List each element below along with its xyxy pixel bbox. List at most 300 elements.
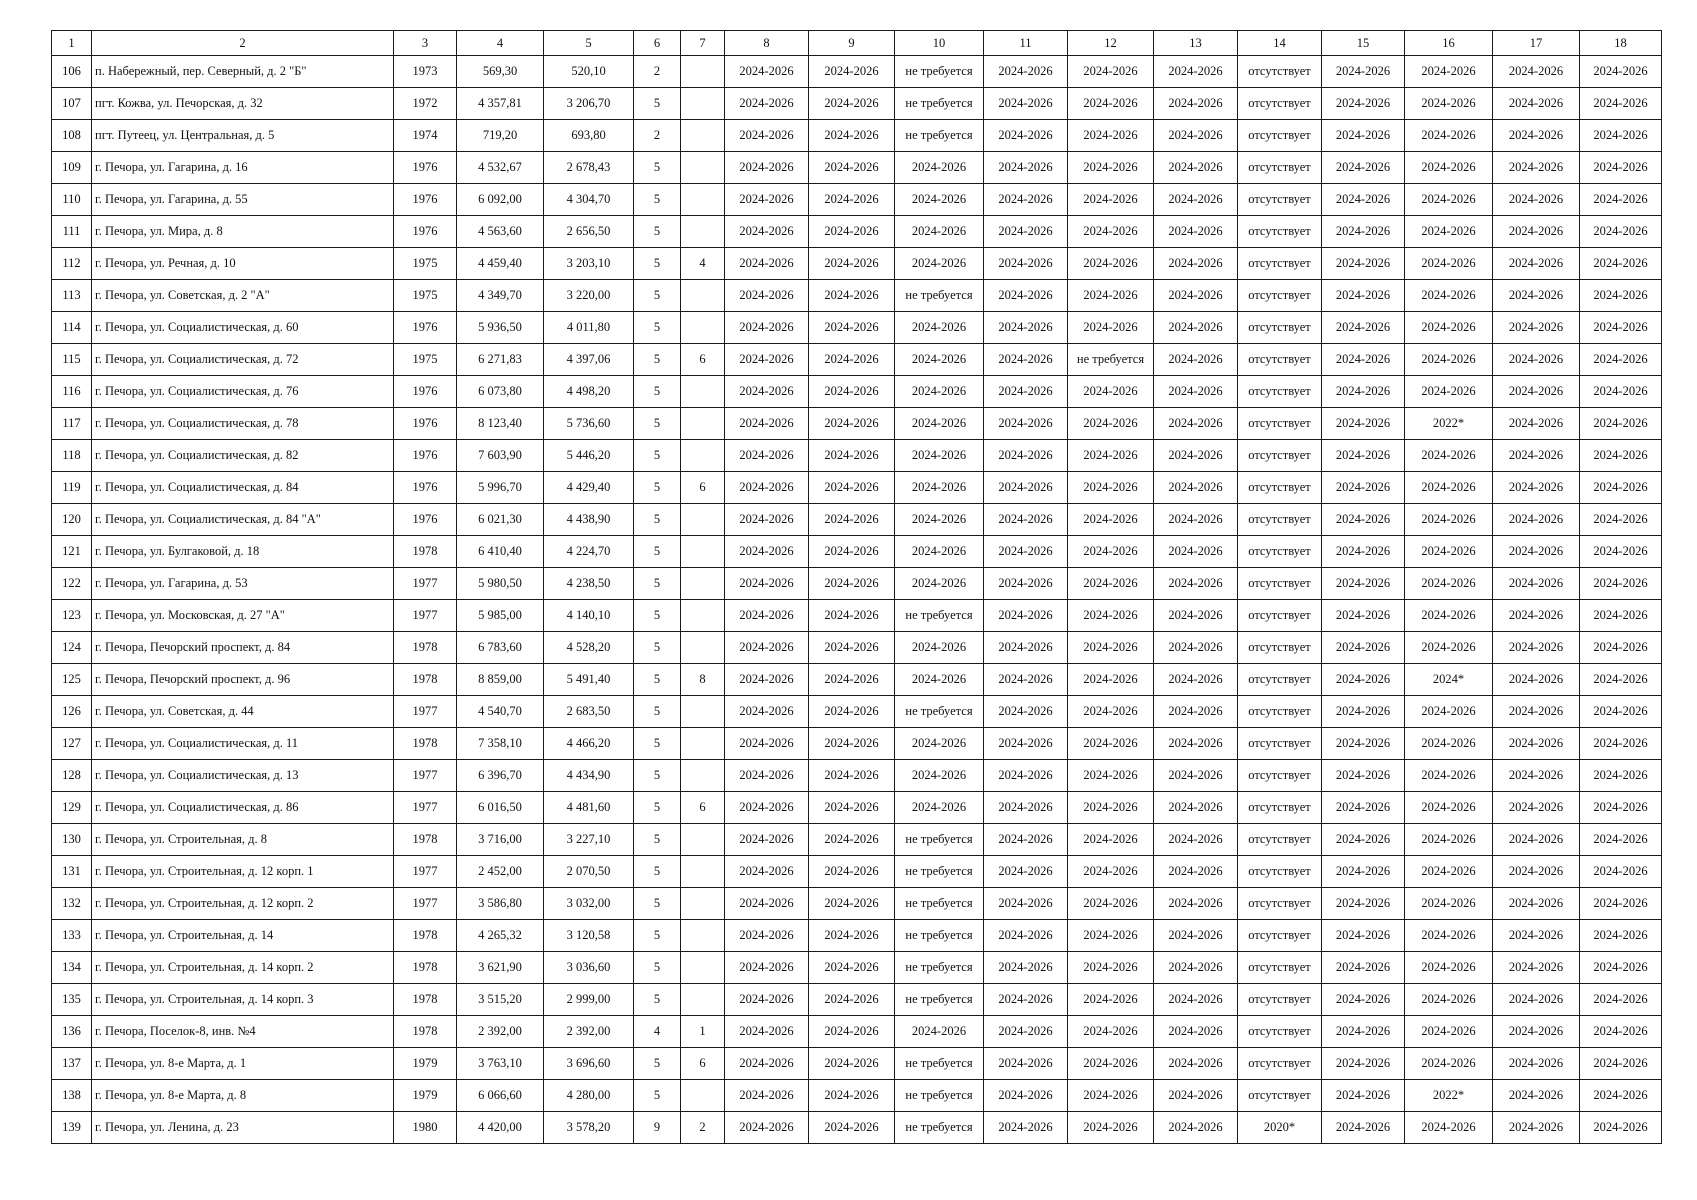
table-cell: 5 [634,1080,681,1112]
table-cell: 4 466,20 [544,728,634,760]
table-cell: 2024-2026 [1580,824,1662,856]
table-cell: 2024-2026 [1493,312,1580,344]
table-cell: 2024-2026 [809,696,895,728]
table-cell: 2024-2026 [1405,344,1493,376]
table-cell: 5 [634,536,681,568]
table-cell: 2024-2026 [1580,408,1662,440]
table-cell: 2024-2026 [1068,504,1154,536]
table-cell: 2024-2026 [984,152,1068,184]
column-number: 4 [457,31,544,56]
table-cell: 2024-2026 [984,632,1068,664]
table-row [52,472,1662,504]
table-cell: 4 357,81 [457,88,544,120]
address-cell: г. Печора, ул. Социалистическая, д. 11 [92,728,394,760]
table-row [52,216,1662,248]
table-cell: 2024-2026 [1068,952,1154,984]
table-cell: 2024-2026 [1580,376,1662,408]
table-cell: 2024-2026 [1493,56,1580,88]
table-cell: 2024-2026 [809,920,895,952]
address-cell: г. Печора, Поселок-8, инв. №4 [92,1016,394,1048]
table-cell [681,824,725,856]
address-cell: г. Печора, ул. Строительная, д. 14 корп. 3 [92,984,394,1016]
table-cell: 5 [634,952,681,984]
table-cell: 569,30 [457,56,544,88]
table-cell: 1979 [394,1048,457,1080]
table-cell: 2024-2026 [809,56,895,88]
address-cell: г. Печора, ул. 8-е Марта, д. 8 [92,1080,394,1112]
table-cell: отсутствует [1238,984,1322,1016]
table-cell: не требуется [895,1048,984,1080]
table-cell: 5 [634,408,681,440]
table-cell: 2024-2026 [1068,472,1154,504]
table-cell: 2024-2026 [1154,920,1238,952]
table-cell: 2024-2026 [725,1080,809,1112]
table-row [52,440,1662,472]
table-cell: 2024-2026 [895,536,984,568]
table-cell: не требуется [895,88,984,120]
table-cell: 2 656,50 [544,216,634,248]
table-cell: 2024-2026 [1580,568,1662,600]
table-cell: 3 696,60 [544,1048,634,1080]
table-cell: 2024-2026 [725,824,809,856]
table-cell: 2024-2026 [809,1048,895,1080]
table-cell: отсутствует [1238,952,1322,984]
table-cell: 2024-2026 [1068,664,1154,696]
table-cell [681,120,725,152]
table-cell: 2024-2026 [1580,888,1662,920]
row-number-cell: 109 [52,152,92,184]
table-cell: 1973 [394,56,457,88]
table-cell: 2024-2026 [1322,120,1405,152]
table-cell: 1978 [394,1016,457,1048]
table-row [52,184,1662,216]
table-cell: 4 265,32 [457,920,544,952]
table-cell: 2024-2026 [1154,248,1238,280]
table-cell: не требуется [895,1112,984,1144]
table-cell: 2024-2026 [1154,472,1238,504]
table-cell: 3 621,90 [457,952,544,984]
table-cell: 2024-2026 [984,216,1068,248]
table-cell [681,88,725,120]
table-cell: 2024-2026 [809,504,895,536]
table-cell [681,984,725,1016]
table-cell: 2024-2026 [1580,536,1662,568]
table-cell: 3 227,10 [544,824,634,856]
table-cell: 1976 [394,312,457,344]
table-cell: 5 [634,216,681,248]
table-row [52,920,1662,952]
table-cell: 2024-2026 [1322,568,1405,600]
table-cell: отсутствует [1238,1016,1322,1048]
table-cell: 2024-2026 [725,216,809,248]
address-cell: п. Набережный, пер. Северный, д. 2 "Б" [92,56,394,88]
table-cell: 2024-2026 [725,440,809,472]
table-cell: 1976 [394,216,457,248]
table-cell: отсутствует [1238,376,1322,408]
table-cell: 1976 [394,504,457,536]
table-cell: 2024-2026 [984,1112,1068,1144]
table-row [52,1016,1662,1048]
table-cell: 2024-2026 [1580,664,1662,696]
table-cell: 2024-2026 [1154,1080,1238,1112]
table-cell: 3 120,58 [544,920,634,952]
table-cell [681,184,725,216]
table-cell: 2024-2026 [1068,440,1154,472]
table-cell: 2024-2026 [895,312,984,344]
table-row [52,952,1662,984]
column-number: 15 [1322,31,1405,56]
table-cell: отсутствует [1238,536,1322,568]
table-cell: 2024-2026 [1322,824,1405,856]
table-cell: 2024-2026 [984,952,1068,984]
row-number-cell: 110 [52,184,92,216]
table-cell: 2024-2026 [984,120,1068,152]
table-cell: 2024-2026 [1493,568,1580,600]
table-cell: 2024-2026 [1580,1112,1662,1144]
table-row [52,984,1662,1016]
table-cell: 2024-2026 [1405,536,1493,568]
table-cell [681,56,725,88]
address-cell: г. Печора, ул. Социалистическая, д. 82 [92,440,394,472]
table-cell: 2024-2026 [984,792,1068,824]
table-cell: 2 [634,56,681,88]
row-number-cell: 128 [52,760,92,792]
table-cell: 2024-2026 [1580,152,1662,184]
table-row [52,664,1662,696]
table-cell: 5 [634,472,681,504]
table-cell: 2024-2026 [809,792,895,824]
table-cell: 2024-2026 [1068,248,1154,280]
row-number-cell: 129 [52,792,92,824]
table-cell: 2024-2026 [1405,1016,1493,1048]
table-cell: 2024-2026 [1322,312,1405,344]
table-cell: 2024-2026 [895,184,984,216]
table-row [52,728,1662,760]
table-cell: не требуется [895,920,984,952]
table-cell: 2024-2026 [1154,184,1238,216]
column-number: 7 [681,31,725,56]
table-cell: отсутствует [1238,664,1322,696]
table-cell: 2024-2026 [1154,152,1238,184]
table-cell: отсутствует [1238,248,1322,280]
table-cell: 5 [634,504,681,536]
table-cell: 2024-2026 [1068,792,1154,824]
table-cell: 2024-2026 [1322,408,1405,440]
column-number: 6 [634,31,681,56]
table-cell [681,568,725,600]
table-cell: 1978 [394,632,457,664]
table-cell: 2024-2026 [1068,1048,1154,1080]
table-cell: 2024-2026 [1068,1112,1154,1144]
table-cell: 2024-2026 [725,920,809,952]
column-number: 8 [725,31,809,56]
table-cell: 2024-2026 [1322,888,1405,920]
table-row [52,376,1662,408]
table-cell: 2024-2026 [895,408,984,440]
table-cell: отсутствует [1238,1080,1322,1112]
table-cell: 2024-2026 [1322,696,1405,728]
table-cell: 2024-2026 [725,120,809,152]
table-cell: 2024-2026 [809,312,895,344]
table-cell: 1975 [394,280,457,312]
table-cell: 2024-2026 [1493,120,1580,152]
column-number: 17 [1493,31,1580,56]
table-cell: 2024-2026 [1154,888,1238,920]
table-cell: 2024-2026 [984,568,1068,600]
table-cell: 1976 [394,184,457,216]
table-cell: 2024-2026 [1322,56,1405,88]
table-cell: 2024-2026 [1580,216,1662,248]
table-cell: 2024-2026 [1154,120,1238,152]
table-cell: 3 036,60 [544,952,634,984]
table-cell: 693,80 [544,120,634,152]
table-cell: 1978 [394,984,457,1016]
table-cell: 1974 [394,120,457,152]
table-cell: не требуется [895,888,984,920]
table-cell: 4 481,60 [544,792,634,824]
table-cell: 2024-2026 [1322,632,1405,664]
table-cell: 1978 [394,920,457,952]
table-cell: 2024-2026 [1580,920,1662,952]
table-cell: 6 073,80 [457,376,544,408]
table-cell: 2024-2026 [1068,632,1154,664]
table-cell: 2 392,00 [544,1016,634,1048]
column-number: 1 [52,31,92,56]
table-cell: 1980 [394,1112,457,1144]
table-cell: 2024-2026 [1068,120,1154,152]
table-cell: 2024-2026 [1405,632,1493,664]
table-cell: 2024-2026 [1493,696,1580,728]
table-cell: отсутствует [1238,184,1322,216]
row-number-cell: 130 [52,824,92,856]
table-cell: 2024-2026 [984,728,1068,760]
table-cell: 2024-2026 [1154,344,1238,376]
table-cell: 1 [681,1016,725,1048]
table-cell: 5 [634,792,681,824]
table-cell: 2024-2026 [1322,792,1405,824]
table-cell: 2024-2026 [1580,504,1662,536]
address-cell: пгт. Путеец, ул. Центральная, д. 5 [92,120,394,152]
table-cell: 2 [681,1112,725,1144]
table-cell: 5 985,00 [457,600,544,632]
table-cell: 2 452,00 [457,856,544,888]
table-cell [681,408,725,440]
table-cell: 2024-2026 [1154,56,1238,88]
table-cell: 4 280,00 [544,1080,634,1112]
table-cell: 2024-2026 [1154,728,1238,760]
column-number: 2 [92,31,394,56]
table-cell: 2024-2026 [1068,984,1154,1016]
table-cell: 2024-2026 [809,120,895,152]
table-cell: 2024-2026 [1322,1016,1405,1048]
table-cell: 1975 [394,344,457,376]
table-cell: 2 392,00 [457,1016,544,1048]
table-cell: 5 [634,600,681,632]
table-cell: 5 996,70 [457,472,544,504]
table-cell: отсутствует [1238,472,1322,504]
table-cell: 2024-2026 [984,184,1068,216]
table-cell: 2024-2026 [725,408,809,440]
table-cell: 2024-2026 [725,760,809,792]
table-cell: 2024-2026 [809,536,895,568]
table-cell: 2024-2026 [984,600,1068,632]
table-cell: 5 [634,760,681,792]
table-cell: 2024-2026 [1068,856,1154,888]
table-cell: отсутствует [1238,824,1322,856]
table-cell: 5 [634,568,681,600]
table-cell: 1977 [394,696,457,728]
row-number-cell: 113 [52,280,92,312]
column-number: 13 [1154,31,1238,56]
table-cell: 2024-2026 [895,632,984,664]
table-cell: 2024-2026 [984,88,1068,120]
table-cell: 6 410,40 [457,536,544,568]
column-number: 12 [1068,31,1154,56]
table-cell: отсутствует [1238,1048,1322,1080]
table-cell [681,600,725,632]
table-cell: 2024-2026 [809,568,895,600]
column-number: 16 [1405,31,1493,56]
table-cell: 2024-2026 [809,408,895,440]
table-cell: 6 [681,344,725,376]
table-cell: 7 358,10 [457,728,544,760]
table-cell: 2024-2026 [895,152,984,184]
table-cell: 8 123,40 [457,408,544,440]
table-cell: 2024-2026 [1068,568,1154,600]
table-cell: 2024-2026 [1405,952,1493,984]
table-cell: 2024-2026 [809,472,895,504]
table-cell: 2024-2026 [1580,280,1662,312]
table-cell: 2024-2026 [725,472,809,504]
table-cell: отсутствует [1238,152,1322,184]
table-cell: 5 446,20 [544,440,634,472]
table-cell: 2022* [1405,408,1493,440]
table-cell: 1977 [394,856,457,888]
table-cell: 5 [634,824,681,856]
table-cell: 2024-2026 [895,440,984,472]
table-cell: 2024-2026 [1405,280,1493,312]
table-cell: 2024-2026 [1405,696,1493,728]
table-cell: 2024-2026 [725,184,809,216]
table-cell: 2024-2026 [1154,1016,1238,1048]
table-cell: 2024-2026 [984,1016,1068,1048]
table-cell: отсутствует [1238,728,1322,760]
table-cell: 1976 [394,440,457,472]
table-cell: 2024-2026 [1405,56,1493,88]
table-cell: 6 271,83 [457,344,544,376]
table-cell: 1978 [394,952,457,984]
table-cell: 2024-2026 [1580,632,1662,664]
table-cell: 5 [634,728,681,760]
table-cell: 2024-2026 [1068,1016,1154,1048]
table-cell: 2024-2026 [1322,280,1405,312]
table-cell: отсутствует [1238,920,1322,952]
table-cell: 2024-2026 [1580,728,1662,760]
table-cell: 2024-2026 [1068,408,1154,440]
table-cell: 2024-2026 [725,344,809,376]
table-cell: 2024-2026 [1405,792,1493,824]
table-cell: 6 [681,472,725,504]
table-cell: 3 586,80 [457,888,544,920]
row-number-cell: 119 [52,472,92,504]
table-cell: 2024-2026 [1493,440,1580,472]
table-cell: 2024-2026 [1493,408,1580,440]
table-cell: отсутствует [1238,888,1322,920]
table-cell: 2024-2026 [895,344,984,376]
table-row [52,632,1662,664]
table-cell [681,216,725,248]
table-cell: 5 491,40 [544,664,634,696]
table-cell: 2024-2026 [809,600,895,632]
table-cell: 1975 [394,248,457,280]
table-cell: 520,10 [544,56,634,88]
table-cell: 2024-2026 [1068,824,1154,856]
table-cell: 2024-2026 [809,888,895,920]
address-cell: г. Печора, ул. Социалистическая, д. 76 [92,376,394,408]
address-cell: г. Печора, ул. 8-е Марта, д. 1 [92,1048,394,1080]
table-cell: отсутствует [1238,312,1322,344]
row-number-cell: 111 [52,216,92,248]
table-row [52,120,1662,152]
address-cell: г. Печора, ул. Советская, д. 44 [92,696,394,728]
table-cell: 6 021,30 [457,504,544,536]
table-cell: 2024-2026 [1493,1080,1580,1112]
table-cell: 2024-2026 [1154,88,1238,120]
table-cell: отсутствует [1238,760,1322,792]
row-number-cell: 112 [52,248,92,280]
table-cell: 2024-2026 [1068,152,1154,184]
table-cell: 2024-2026 [1405,728,1493,760]
table-cell: 2024-2026 [984,856,1068,888]
table-cell: 1976 [394,408,457,440]
table-cell: 2024* [1405,664,1493,696]
row-number-cell: 106 [52,56,92,88]
table-cell: 2024-2026 [895,472,984,504]
table-cell: 2024-2026 [984,56,1068,88]
table-cell: 2024-2026 [1493,1016,1580,1048]
table-cell: 2024-2026 [1405,440,1493,472]
table-cell: отсутствует [1238,632,1322,664]
table-cell: 5 [634,376,681,408]
table-cell: 2 683,50 [544,696,634,728]
table-cell: отсутствует [1238,216,1322,248]
table-cell: 1977 [394,600,457,632]
table-cell [681,1080,725,1112]
table-cell: 2024-2026 [1068,536,1154,568]
address-cell: г. Печора, ул. Строительная, д. 14 [92,920,394,952]
table-row [52,344,1662,376]
table-cell: 2024-2026 [1493,504,1580,536]
address-cell: пгт. Кожва, ул. Печорская, д. 32 [92,88,394,120]
row-number-cell: 120 [52,504,92,536]
table-cell: 2024-2026 [809,440,895,472]
table-cell: 2024-2026 [1405,376,1493,408]
table-cell [681,312,725,344]
table-cell [681,728,725,760]
table-cell: 2024-2026 [725,248,809,280]
table-cell: 1977 [394,568,457,600]
table-cell: 2024-2026 [1493,984,1580,1016]
table-cell: 2024-2026 [1322,1048,1405,1080]
column-number: 5 [544,31,634,56]
table-cell: 2024-2026 [895,248,984,280]
table-cell: 2024-2026 [1322,920,1405,952]
table-cell: 2024-2026 [1580,1080,1662,1112]
table-row [52,568,1662,600]
table-cell: 1978 [394,728,457,760]
row-number-cell: 125 [52,664,92,696]
table-cell: 2024-2026 [1322,504,1405,536]
